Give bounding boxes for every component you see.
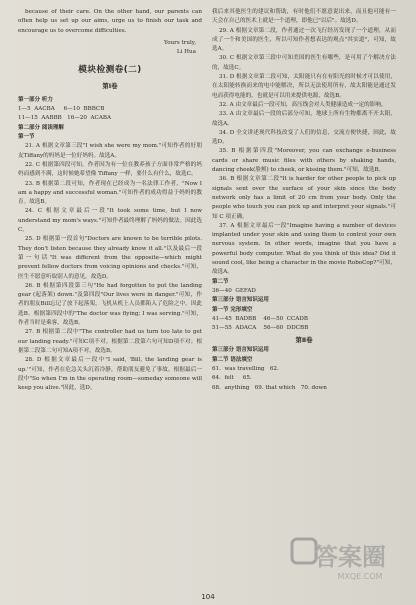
answer-explanation: 29. A 根据文章第二段，作者通过一次飞行经历发现了一个道理，从而成了一个和美国的医生，所以可知作者想表达的观点"其实道"，可知，故选A。 bbox=[212, 27, 396, 53]
answer-explanation: 25. D 根据第一段首句"Doctors are known to be terrible pilots. They don't listen because they already know it all."以及最后一段第一句话"It was different from the opposite—which might prevent fellow doctors from voicing opinions and checks."可知，医生不愿意听取别人的意见。故选D。 bbox=[18, 236, 202, 280]
answer-explanation: 31. D 根据文章第二段可知，太阳能只有在有阳光的时候才可以使用，在太阳能转换而来的电中能解决，所以无法使用所有，故太阳能是通过发电而获得电能的，也就是可以用来提供电源，故选B。 bbox=[212, 74, 396, 99]
page-title: 模块检测卷(二) bbox=[78, 64, 142, 75]
answer-explanation: 23. B 根据第二段可知，作者现在已经成为一名法律工作者，"Now I am a happy and successful woman."可知作者的成功得益于妈妈的教育。故选B。 bbox=[18, 180, 202, 206]
volume-heading: 第Ⅰ卷 bbox=[102, 81, 118, 90]
watermark-text: 答案圈 bbox=[314, 543, 386, 571]
right-column bbox=[212, 8, 396, 393]
section-heading: 第一节 完形填空 bbox=[212, 306, 253, 313]
volume-heading: 第Ⅱ卷 bbox=[295, 336, 313, 345]
watermark-logo bbox=[290, 535, 410, 583]
answer-explanation: 36. B 根据文章第二段"It is harder for other people to pick up signals sent over the surface of your skin since the body network only has a limit of 20 cm from your body. Only the people who touch you can pick up and interpret your signals."可知 C 项正确。 bbox=[212, 176, 396, 220]
answer-explanation: 30. C 根据文章第三段中可知美国的医生有哪些，是可用了个解决方法的，故选C。 bbox=[212, 55, 396, 71]
answer-explanation: 24. C 根据文章最后一段"It took some time, but I now understand my mom's ways."可知作者最终理解了妈妈的做法。因此选C。 bbox=[18, 208, 202, 234]
answer-line: 64. felt 65. bbox=[212, 375, 252, 382]
answer-explanation: 34. D 全文讲述现代科技改变了人们的信息，交流方便快捷，因此，故选D。 bbox=[212, 129, 396, 146]
part-heading: 第三部分 语言知识运用 bbox=[212, 297, 269, 304]
letter-body: because of their care. On the other hand, our parents can often help us set up our aims, urge us to finish our task and encourage us to overcome difficulties. bbox=[18, 9, 202, 34]
section-heading: 第二节 语法填空 bbox=[212, 356, 253, 363]
answer-line: 1—5 AACBA 6—10 BBBCB bbox=[18, 106, 105, 113]
answer-line: 41—45 BADBB 46—50 CCADB bbox=[212, 315, 308, 322]
answer-explanation: 37. A 根据文章最后一段"Imagine having a number of devices implanted under your skin and using them to control your own nervous system. In other words, imagine that you have a powerful body computer. What do you think of this idea? Did it sound cool, like being a character in the movie RoboCop?"可知，故选A。 bbox=[212, 222, 396, 276]
answer-explanation: 21. A 根据文章第三段"I wish she were my mom."可知作者的好朋友Tiffany的妈妈是一位好妈妈。故选A。 bbox=[18, 143, 202, 159]
answer-explanation: 22. C 根据第四段可知，作者因为有一位在教养孩子方面非常严格的妈妈而感到不满，这时候她希望像 Tiffany 一样，要什么有什么，故选C。 bbox=[18, 161, 202, 178]
answer-line: 61. was travelling 62. bbox=[212, 365, 279, 372]
letter-signature: Li Hua bbox=[176, 48, 196, 55]
answer-explanation: 35. B 根据第四段"Moreover, you can exchange e-business cards or share music files with others by shaking hands, dancing cheek(脸颊) to cheek, or kissing them."可知，故选B。 bbox=[212, 148, 396, 174]
answer-line: 51—55 ADACA 56—60 DDCBB bbox=[212, 325, 309, 332]
answer-line: 68. anything 69. that which 70. down bbox=[212, 384, 327, 391]
section-heading: 第一节 bbox=[18, 134, 35, 141]
left-column bbox=[18, 8, 202, 393]
answer-explanation: 33. A 由文章最后一段的后部分可知，地球上所有生物都离不开太阳，故选A。 bbox=[212, 111, 396, 127]
answer-line: 36—40 GEFAD bbox=[212, 287, 256, 294]
answer-explanation: 26. B 根据第四段第三句"He had forgotten to put the landing gear (起落架) down."及第四段"Our lives were in danger."可知，作者的朋友Bill忘记了放下起落架，飞机从机上人员都陷入了危险之中。因此选B。根据第四段中的"The doctor was flying; I was serving."可知，作者当时是乘客，故选B。 bbox=[18, 282, 202, 327]
page-number: 104 bbox=[201, 593, 215, 601]
section-heading: 第二节 bbox=[212, 278, 229, 285]
letter-closing: Yours truly, bbox=[163, 39, 196, 46]
answer-explanation: 28. D 根据文章最后一段中"I said, 'Bill, the landing gear is up.'"可知，作者在危急关头沉着冷静，帮助朋友避免了事故。根据最后一段中"So when I'm in the operating room—someday someone will keep you alive."因此，选D。 bbox=[18, 357, 202, 392]
watermark-url: MXQE.COM bbox=[337, 572, 383, 581]
part-heading: 第二部分 阅读理解 bbox=[18, 124, 64, 131]
part-heading: 第一部分 听力 bbox=[18, 96, 53, 103]
answer-line: 11—15 AABBB 16—20 ACABA bbox=[18, 115, 112, 122]
answer-explanation: 32. A 由文章最后一段可知，高压线会对人类健康造成一定的影响。 bbox=[219, 101, 387, 108]
answer-explanation: 27. B 根据第二段中"The controller had us turn too late to get our landing ready."可知C项不对。根据第二段第六句可知D项不对；根据第二段第二句可知A项不对，故选B。 bbox=[18, 329, 202, 354]
part-heading: 第三部分 语言知识运用 bbox=[212, 347, 269, 354]
answer-explanation: 我后来其他医生的建议和帮助，有时他们不愿意说出来，而且他可能有一天会在自己的医术上就是一个道理，即他已"以后"。故选D。 bbox=[212, 9, 396, 25]
